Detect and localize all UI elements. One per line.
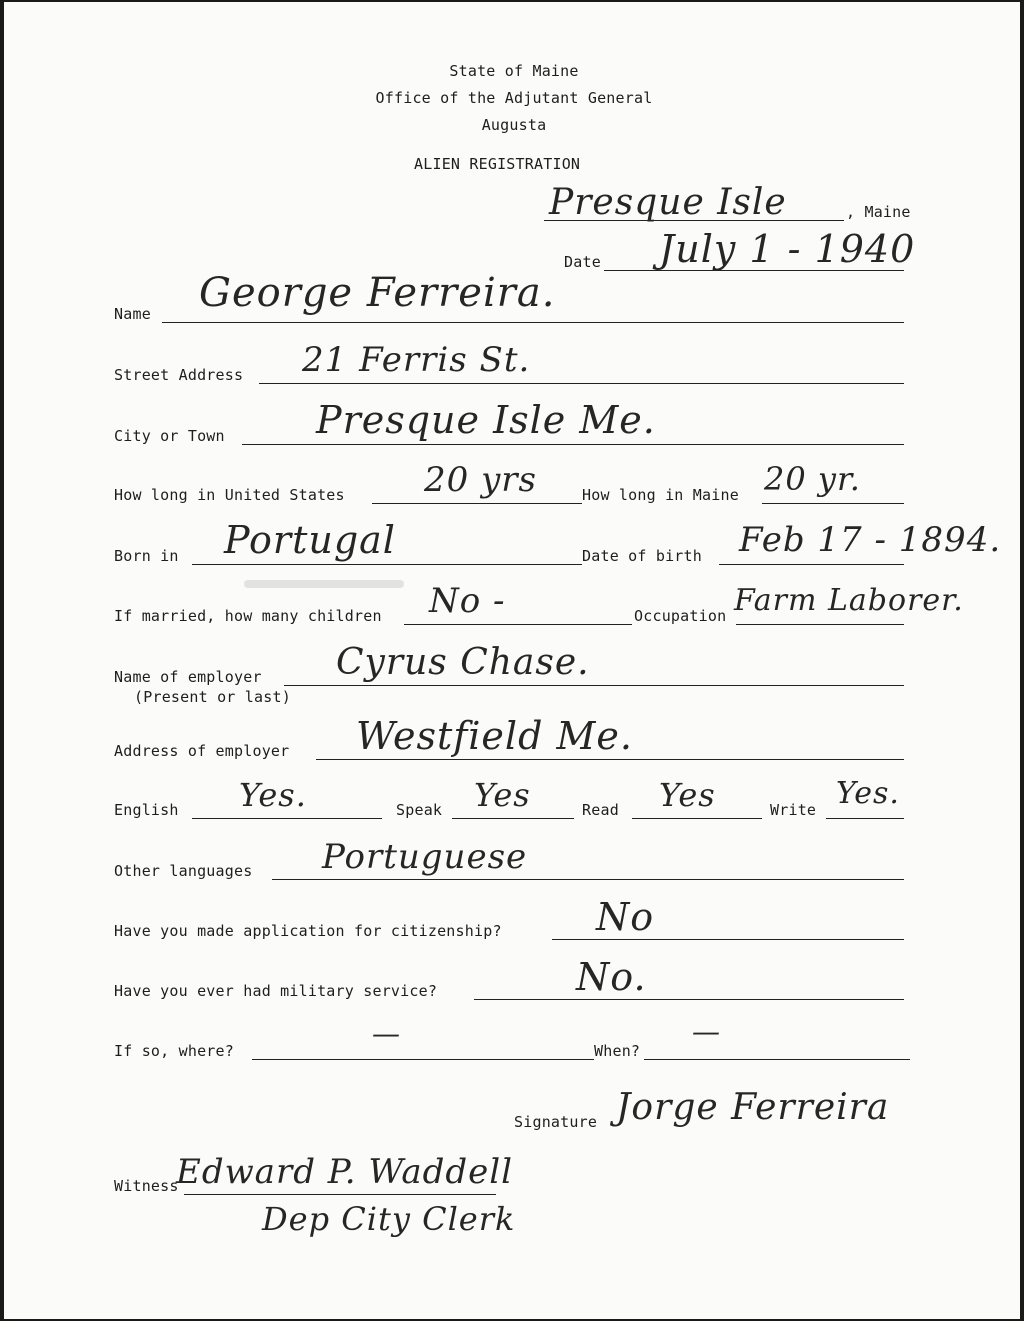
form-title: ALIEN REGISTRATION: [414, 155, 581, 173]
english-line: [192, 818, 382, 819]
write-value: Yes.: [836, 776, 900, 811]
name-label: Name: [114, 305, 151, 323]
date-label: Date: [564, 253, 601, 271]
dob-line: [719, 564, 904, 565]
maine-time-line: [762, 503, 904, 504]
witness-label: Witness: [114, 1177, 179, 1195]
when-line: [644, 1059, 910, 1060]
born-line: [192, 564, 582, 565]
employer-line: [284, 685, 904, 686]
write-line: [826, 818, 904, 819]
born-label: Born in: [114, 547, 179, 565]
city-label: City or Town: [114, 427, 225, 445]
employer-label: Name of employer: [114, 668, 262, 686]
english-value: Yes.: [239, 776, 307, 814]
write-label: Write: [770, 801, 817, 819]
children-label: If married, how many children: [114, 607, 382, 625]
maine-time-value: 20 yr.: [764, 460, 861, 498]
citizenship-value: No: [596, 895, 655, 939]
citizenship-label: Have you made application for citizenship?: [114, 922, 502, 940]
employer-addr-line: [316, 759, 904, 760]
where-value: —: [372, 1017, 401, 1050]
occupation-value: Farm Laborer.: [734, 583, 964, 618]
header-office: Office of the Adjutant General: [375, 89, 653, 107]
dob-value: Feb 17 - 1894.: [739, 520, 1002, 560]
employer-addr-label: Address of employer: [114, 742, 290, 760]
english-label: English: [114, 801, 179, 819]
street-line: [259, 383, 904, 384]
employer-addr-value: Westfield Me.: [356, 714, 633, 758]
languages-line: [272, 879, 904, 880]
employer-value: Cyrus Chase.: [336, 642, 590, 683]
where-label: If so, where?: [114, 1042, 234, 1060]
witness-line: [184, 1194, 496, 1195]
occupation-line: [736, 624, 904, 625]
when-value: —: [692, 1015, 721, 1048]
witness-value: Edward P. Waddell: [176, 1152, 514, 1192]
signature-label: Signature: [514, 1113, 598, 1131]
place-suffix: , Maine: [846, 203, 911, 221]
maine-time-label: How long in Maine: [582, 486, 739, 504]
city-value: Presque Isle Me.: [316, 398, 656, 442]
date-value: July 1 - 1940: [659, 227, 916, 271]
occupation-label: Occupation: [634, 607, 727, 625]
citizenship-line: [552, 939, 904, 940]
languages-value: Portuguese: [322, 837, 528, 877]
dob-label: Date of birth: [582, 547, 702, 565]
registration-form: [4, 2, 1020, 1319]
military-label: Have you ever had military service?: [114, 982, 438, 1000]
street-value: 21 Ferris St.: [302, 340, 531, 380]
children-value: No -: [429, 581, 506, 621]
signature-value: Jorge Ferreira: [616, 1087, 890, 1128]
header-state: State of Maine: [449, 62, 579, 80]
when-label: When?: [594, 1042, 641, 1060]
speak-line: [452, 818, 574, 819]
speak-label: Speak: [396, 801, 443, 819]
witness-title: Dep City Clerk: [262, 1200, 516, 1238]
us-time-value: 20 yrs: [424, 460, 537, 500]
us-time-line: [372, 503, 582, 504]
military-value: No.: [576, 955, 647, 999]
read-line: [632, 818, 762, 819]
us-time-label: How long in United States: [114, 486, 345, 504]
where-line: [252, 1059, 594, 1060]
read-value: Yes: [659, 776, 716, 814]
city-line: [242, 444, 904, 445]
children-line: [404, 624, 632, 625]
read-label: Read: [582, 801, 619, 819]
name-value: George Ferreira.: [199, 270, 556, 316]
speak-value: Yes: [474, 776, 531, 814]
street-label: Street Address: [114, 366, 244, 384]
ink-smudge: [244, 580, 404, 588]
employer-sublabel: (Present or last): [134, 688, 291, 706]
name-line: [162, 322, 904, 323]
languages-label: Other languages: [114, 862, 253, 880]
header-city: Augusta: [481, 116, 547, 134]
place-value: Presque Isle: [549, 182, 787, 223]
military-line: [474, 999, 904, 1000]
born-value: Portugal: [224, 518, 396, 562]
